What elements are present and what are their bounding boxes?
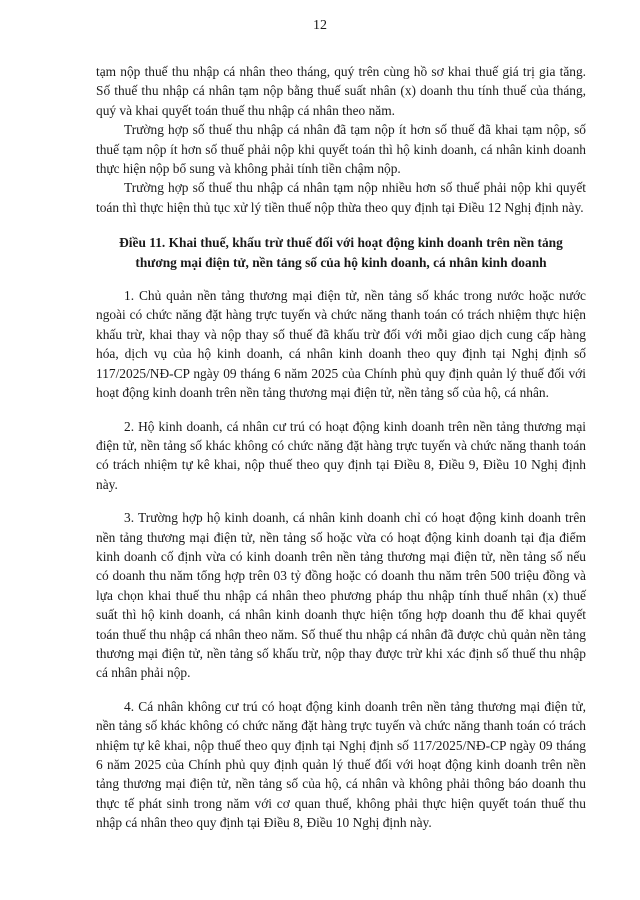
clause-3: 3. Trường hợp hộ kinh doanh, cá nhân kinh doanh chỉ có hoạt động kinh doanh trên nền tảng thương mại điện tử, nền tảng số hoặc vừa có hoạt động kinh doanh tại địa điểm kinh doanh cố định vừa có kinh doanh trên nền tảng thương mại điện tử, nền tảng số nếu có doanh thu năm tổng hợp trên 03 tỷ đồng hoặc có doanh thu năm trên 500 triệu đồng và lựa chọn khai thuế thu nhập cá nhân theo phương pháp thu nhập tính thuế nhân (x) thuế suất thì hộ kinh doanh, cá nhân kinh doanh thực hiện tổng hợp doanh thu để khai quyết toán thuế thu nhập cá nhân theo năm. Số thuế thu nhập cá nhân đã được chủ quản nền tảng thương mại điện tử, nền tảng số khấu trừ, nộp thay được trừ khi xác định số thuế thu nhập cá nhân phải nộp.: [96, 510, 586, 681]
clause-4: 4. Cá nhân không cư trú có hoạt động kinh doanh trên nền tảng thương mại điện tử, nền tảng số khác không có chức năng đặt hàng trực tuyến và chức năng thanh toán có trách nhiệm tự kê khai, nộp thuế theo quy định tại Nghị định số 117/2025/NĐ-CP ngày 09 tháng 6 năm 2025 của Chính phủ quy định quản lý thuế đối với hoạt động kinh doanh trên nền tảng thương mại điện tử, nền tảng số của hộ, cá nhân và không phải thông báo doanh thu thực tế phát sinh trong năm với cơ quan thuế, không phải thực hiện quyết toán thuế thu nhập cá nhân theo quy định tại Điều 8, Điều 10 Nghị định này.: [96, 698, 586, 831]
clause-1: 1. Chủ quản nền tảng thương mại điện tử, nền tảng số khác trong nước hoặc nước ngoài có chức năng đặt hàng trực tuyến và chức năng thanh toán có trách nhiệm thực hiện khấu trừ, khai thay và nộp thay số thuế đã khấu trừ đối với mỗi giao dịch cung cấp hàng hóa, dịch vụ của hộ kinh doanh, cá nhân kinh doanh theo quy định tại Nghị định số 117/2025/NĐ-CP ngày 09 tháng 6 năm 2025 của Chính phủ quy định quản lý thuế đối với hoạt động kinh doanh trên nền tảng thương mại điện tử, nền tảng số của hộ, cá nhân.: [96, 288, 586, 401]
clause-2: 2. Hộ kinh doanh, cá nhân cư trú có hoạt động kinh doanh trên nền tảng thương mại điện tử, nền tảng số khác không có chức năng đặt hàng trực tuyến và chức năng thanh toán có trách nhiệm tự kê khai, nộp thuế theo quy định tại Điều 8, Điều 9, Điều 10 Nghị định này.: [96, 418, 586, 492]
paragraph-overpaid-case: Trường hợp số thuế thu nhập cá nhân tạm nộp nhiều hơn số thuế phải nộp khi quyết toán thì thực hiện thủ tục xử lý tiền thuế nộp thừa theo quy định tại Điều 12 Nghị định này.: [96, 180, 586, 215]
paragraph-underpaid-case: Trường hợp số thuế thu nhập cá nhân đã tạm nộp ít hơn số thuế đã khai tạm nộp, số thuế tạm nộp ít hơn số thuế phải nộp khi quyết toán thì hộ kinh doanh, cá nhân kinh doanh thực hiện nộp bổ sung và không phải tính tiền chậm nộp.: [96, 122, 586, 177]
document-body: [96, 62, 586, 833]
page-number: 12: [313, 18, 327, 33]
paragraph-continued: tạm nộp thuế thu nhập cá nhân theo tháng, quý trên cùng hồ sơ khai thuế giá trị gia tăng. Số thuế thu nhập cá nhân tạm nộp bằng thuế suất nhân (x) doanh thu tính thuế của tháng, quý và khai quyết toán thuế thu nhập cá nhân theo năm.: [96, 64, 586, 118]
article-11-heading: Điều 11. Khai thuế, khấu trừ thuế đối với hoạt động kinh doanh trên nền tảng thương mại điện tử, nền tảng số của hộ kinh doanh, cá nhân kinh doanh: [119, 235, 563, 270]
